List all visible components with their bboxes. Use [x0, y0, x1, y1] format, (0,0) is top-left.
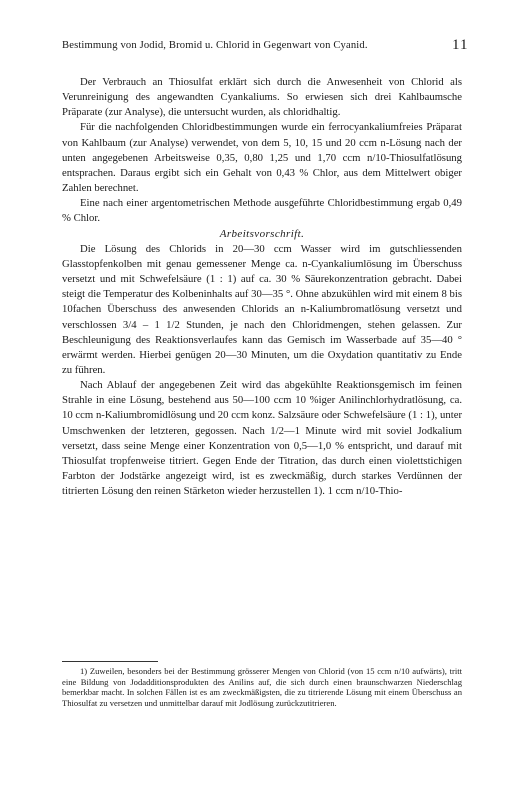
paragraph: Die Lösung des Chlorids in 20—30 ccm Wasser wird im gutschliessenden Glasstopfenkolben mit genau gemessener Menge ca. n-Cyankaliumlösung im Überschuss versetzt und mit Schwefelsäure (1 : 1) auf ca. 30 % Säurekonzentration gebracht. Dabei steigt die Temperatur des Kolbeninhalts auf 30—35 °. Ohne abzukühlen wird mit einem 8 bis 10fachen Überschuss des anwesenden Chlorids an n-Kaliumbromatlösung versetzt und verschlossen 3/4 – 1 1/2 Stunden, je nach den Chloridmengen, stehen gelassen. Zur Beschleunigung des Reaktionsverlaufes kann das Gemisch im Wasserbade auf 35—40 ° erwärmt werden. Hierbei genügen 20—30 Minuten, um die Oxydation quantitativ zu Ende zu führen.	[62, 242, 462, 376]
footnote-text: 1) Zuweilen, besonders bei der Bestimmung grösserer Mengen von Chlorid (von 15 ccm n/10 aufwärts), tritt eine Bildung von Jodadditionsprodukten des Anilins auf, die sich durch einen braunschwarzen Niederschlag bemerkbar macht. In solchen Fällen ist es am zweckmäßigsten, die zu titrierende Lösung mit einem Überschuss an Thiosulfat zu versetzen und unmittelbar darauf mit Jodlösung zurückzutitrieren.	[62, 666, 462, 708]
running-header: Bestimmung von Jodid, Bromid u. Chlorid in Gegenwart von Cyanid.	[62, 40, 368, 51]
page-number: 11	[452, 37, 469, 53]
paragraph: Für die nachfolgenden Chloridbestimmungen wurde ein ferrocyankaliumfreies Präparat von Kahlbaum (zur Analyse) verwendet, von dem 5, 10, 15 und 20 ccm n-Lösung nach der unten angegebenen Arbeitsweise 0,35, 0,80 1,25 und 1,70 ccm n/10-Thiosulfatlösung entsprachen. Daraus ergibt sich ein Gehalt von 0,43 % Chlor, aus dem Mittelwert obiger Zahlen berechnet.	[62, 121, 462, 195]
footnote	[62, 666, 462, 708]
paragraph: Eine nach einer argentometrischen Methode ausgeführte Chloridbestimmung ergab 0,49 % Chlor.	[62, 197, 462, 225]
footnote-rule	[62, 661, 158, 662]
section-heading: Arbeitsvorschrift.	[219, 227, 305, 240]
paragraph: Der Verbrauch an Thiosulfat erklärt sich durch die Anwesenheit von Chlorid als Verunreinigung des angewandten Cyankaliums. So erwiesen sich drei Kahlbaumsche Präparate (zur Analyse), die untersucht wurden, als chloridhaltig.	[62, 76, 462, 119]
paragraph: Nach Ablauf der angegebenen Zeit wird das abgekühlte Reaktionsgemisch im feinen Strahle in eine Lösung, bestehend aus 50—100 ccm 10 %iger Anilinchlorhydratlösung, ca. 10 ccm n-Kaliumbromidlösung und 20 ccm konz. Salzsäure oder Schwefelsäure (1 : 1), unter Umschwenken der letzteren, gegossen. Nach 1/2—1 Minute wird mit soviel Jodkalium versetzt, dass seine Menge einer Konzentration von 0,5—1,0 % entspricht, und darauf mit Thiosulfat tropfenweise titriert. Gegen Ende der Titration, das durch einen violettstichigen Farbton der Jodstärke angezeigt wird, ist es zweckmäßig, durch starkes Verdünnen der titrierten Lösung den reinen Stärketon wieder herzustellen 1). 1 ccm n/10-Thio-	[62, 379, 462, 498]
main-text	[62, 75, 462, 499]
